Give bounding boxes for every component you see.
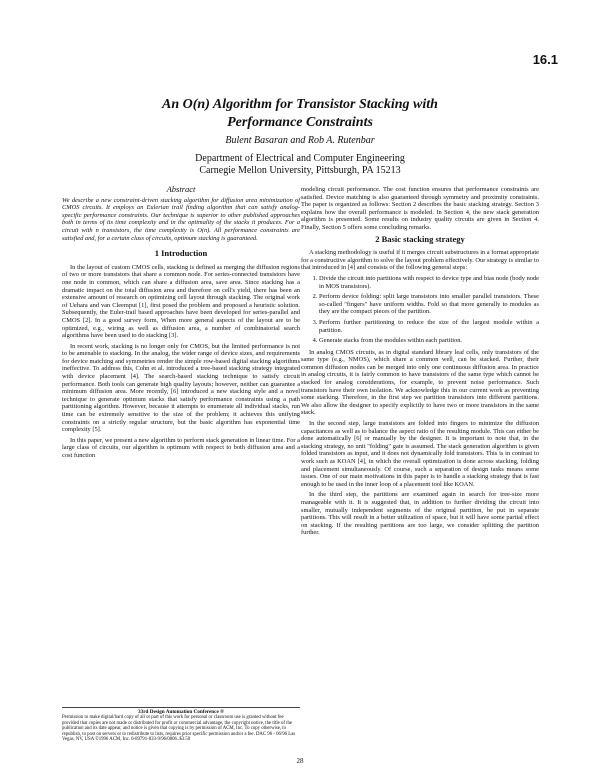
title-line-2: Performance Constraints [227, 115, 373, 130]
list-item: 4. Generate stacks from the modules within each partition. [319, 337, 539, 345]
paper-title [0, 96, 600, 132]
abstract-heading: Abstract [166, 184, 196, 194]
steps-list [301, 275, 539, 345]
footer-page-number: 28 [296, 757, 304, 765]
section2-heading: 2 Basic stacking strategy [375, 233, 465, 244]
intro-heading: 1 Introduction [154, 248, 208, 259]
page-number: 16.1 [532, 52, 558, 67]
body-paragraph: A stacking methodology is useful if it merges circuit substructures in a format appropriate for a constructive algorithm to solve the layout problem effectively. Our strategy is similar to that introduced in [4] and consists of the following general steps: [301, 249, 539, 272]
body-paragraph: In the third step, the partitions are examined again in search for tree-size more manageable with it. It is suggested that, in addition to further dividing the circuit into smaller, mutually independent segments of the original partition, be put in separate partitions. This will result in a better utilization of space, but it will have some partial effect on stacking. If the resulting partitions are too large, we consider splitting the partition further. [301, 491, 539, 537]
footnote-text: Permission to make digital/hard copy of all or part of this work for personal or classroom use is granted without fee provided that copies are not made or distributed for profit or commercial advantage, the copyright notice, the title of the publication and its date appear, and notice is given that copying is by permission of ACM, Inc. To copy otherwise, to republish, to post on servers or to redistribute to lists, requires prior specific permission and/or a fee. DAC 96 - 06/96 Las Vegas, NV, USA ©1996 ACM, Inc. 0-89791-833-9/96/0006..$3.50 [62, 715, 296, 743]
right-column [301, 186, 539, 540]
abstract-text: We describe a new constraint-driven stacking algorithm for diffusion area minimization of CMOS circuits. It employs an Eulerian trail finding algorithm that can satisfy analog-specific performance constraints. Our technique is superior to other published approaches both in terms of its time complexity and in the optimality of the stacks it produces. For a circuit with n transistors, the time complexity is O(n). All performance constraints are satisfied and, for a certain class of circuits, optimum stacking is guaranteed. [62, 196, 300, 242]
body-paragraph: modeling circuit performance. The cost function ensures that performance constraints are satisfied. Device matching is also guaranteed through symmetry and proximity constraints. The paper is organized as follows: Section 2 describes the basic stacking strategy. Section 3 explains how the overall performance is modeled. In Section 4, the new stack generation algorithm is presented. Some results on industry quality circuits are given in Section 4. Finally, Section 5 offers some concluding remarks. [301, 186, 539, 231]
left-column [62, 186, 300, 463]
body-paragraph: In analog CMOS circuits, as in digital standard library leaf cells, only transistors of the same type (e.g., NMOS), which share a common well, can be stacked. Further, their common diffusion nodes can be merged into only one continuous diffusion area. In practice in analog circuits, it is fairly common to have transistors of the same type which cannot be stacked for analog considerations, for example, to prevent noise performance. Such transistors have their own isolation. We acknowledge this in our current work as preventing some stacking. Therefore, in the first step we partition transistors into different partitions. We also allow the designer to specify explicitly to have two or more transistors in the same stack. [301, 348, 539, 417]
list-item: 1. Divide the circuit into partitions with respect to device type and bias node (body node in MOS transistors). [319, 275, 539, 290]
intro-paragraph: In this paper, we present a new algorithm to perform stack generation in linear time. For a large class of circuits, our algorithm is optimum with respect to both diffusion area and a cost function [62, 436, 300, 459]
copyright-footnote [62, 707, 300, 742]
affiliation [0, 153, 600, 177]
body-paragraph: In the second step, large transistors are folded into fingers to minimize the diffusion capacitances as well as to balance the aspect ratio of the resulting module. This can either be done automatically [6] or manually by the designer. It is important to note that, in the stacking strategy, no unit "folding" gate is assumed. The stack generation algorithm is given folded transistors as input, and it does not dynamically fold transistors. This is in contrast to work such as KOAN [4], in which the overall optimization is done across stacking, folding and placement simultaneously. Of course, such a separation of design tasks means some issues. One of our main motivations in this paper is to handle a stacking strategy that is fast enough to be used in the inner loop of a placement tool like KOAN. [301, 420, 539, 488]
intro-paragraph: In recent work, stacking is no longer only for CMOS, but the limited performance is not to be amenable to stacking. In the analog, the wider range of device sizes, and requirements for device matching and symmetries render the simple row-based digital stacking algorithms ineffective. To address this, Cohn et al. introduced a tree-based stacking strategy integrated with device placement [4]. The search-based stacking technique to satisfy circuit performance. Both tools can generate high quality layouts; however, neither can guarantee a minimum diffusion area. More recently, [6] introduced a new stacking style and a novel technique to generate optimum stacks that satisfy performance constraints using a path partitioning algorithm. However, because it attempts to enumerate all individual stacks, run time can be extremely sensitive to the size of the problem; it achieves this unifying constraints on a strictly regular structure, but the basic algorithm has exponential time complexity [5]. [62, 342, 300, 434]
affiliation-line-2: Carnegie Mellon University, Pittsburgh, PA 15213 [199, 165, 401, 176]
footnote-heading: 33rd Design Automation Conference ® [138, 709, 224, 715]
authors: Bulent Basaran and Rob A. Rutenbar [225, 135, 375, 146]
list-item: 3. Perform further partitioning to reduce the size of the largest module within a partition. [319, 319, 539, 334]
affiliation-line-1: Department of Electrical and Computer Engineering [195, 153, 405, 164]
list-item: 2. Perform device folding: split large transistors into smaller parallel transistors. These so-called "fingers" have uniform widths. Fold so that more generally to modules as they are the compact pieces of the partition. [319, 293, 539, 316]
intro-paragraph: In the layout of custom CMOS cells, stacking is defined as merging the diffusion regions of two or more transistors that share a common node. For series-connected transistors have one node in common, which can share a diffusion area, save area. Since stacking has a dramatic impact on the total diffusion area and therefore on cell's yield, there has been an extensive amount of research on optimizing cell layout through stacking. The original work of Uehara and van Cleemput [1], first posed the problem and proposed a heuristic solution. Subsequently, the Euler-trail based approaches have been developed for series-parallel and CMOS [2]. In a good survey form, When more general aspects of the layout are to be optimized, e.g., wiring as well as diffusion area, a number of combinatorial search algorithms have been used to do stacking [3]. [62, 263, 300, 340]
title-line-1: An O(n) Algorithm for Transistor Stacking with [162, 97, 438, 112]
